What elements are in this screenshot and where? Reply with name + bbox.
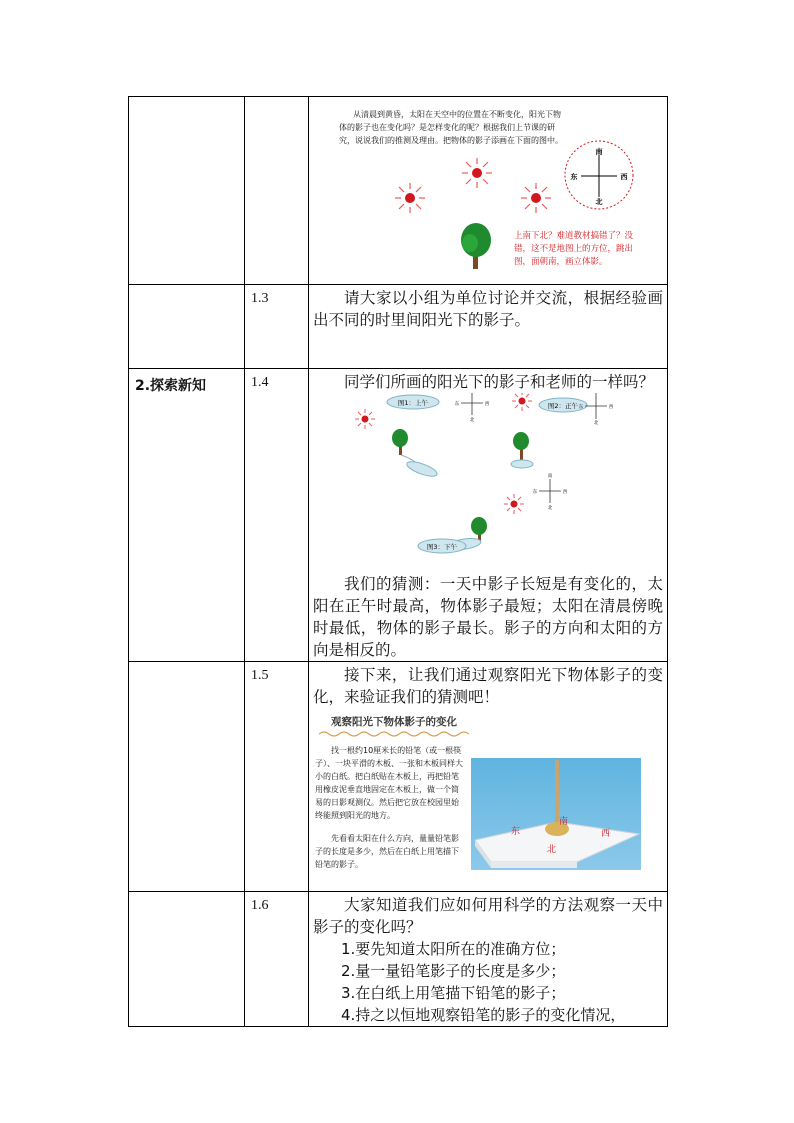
- table-row: [129, 892, 668, 1027]
- step-text: 请大家以小组为单位讨论并交流，根据经验画出不同的时里间阳光下的影子。: [313, 289, 663, 329]
- sundial-photo: [471, 758, 641, 870]
- svg-text:北: 北: [547, 506, 553, 511]
- svg-text:东: 东: [454, 402, 460, 407]
- svg-text:西: 西: [484, 402, 490, 407]
- table-row: [129, 662, 668, 892]
- dir-south: 南: [559, 817, 569, 827]
- content-cell: [309, 285, 668, 369]
- phase-cell: [129, 285, 245, 369]
- step-cell: 1.3: [245, 285, 309, 369]
- hypothesis-text: 我们的猜测：一天中影子长短是有变化的，太阳在正午时最高，物体影子最短；太阳在清晨傍晚时最低，物体的影子最长。影子的方向和太阳的方向是相反的。: [313, 575, 663, 659]
- experiment-figure: [309, 708, 667, 876]
- compass-e: 东: [570, 173, 578, 181]
- phase-cell: [129, 369, 245, 662]
- lesson-table: [128, 96, 668, 1027]
- sun-icon: [355, 409, 375, 429]
- content-cell: [309, 97, 668, 285]
- step-text: 同学们所画的阳光下的影子和老师的一样吗？: [344, 373, 655, 391]
- list-item: 4.持之以恒地观察铅笔的影子的变化情况，: [341, 1006, 626, 1024]
- content-cell: [309, 892, 668, 1027]
- dir-east: 东: [511, 827, 521, 837]
- sun-icon: [462, 158, 492, 188]
- step-cell: 1.6: [245, 892, 309, 1027]
- svg-text:东: 东: [532, 490, 538, 495]
- step-cell: 1.4: [245, 369, 309, 662]
- svg-text:西: 西: [562, 490, 568, 495]
- compass-icon: [579, 393, 614, 426]
- step-text: 接下来，让我们通过观察阳光下物体影子的变化，来验证我们的猜测吧！: [313, 666, 663, 706]
- figure-label-afternoon: 图3：下午: [426, 543, 458, 551]
- compass-icon: [533, 472, 568, 511]
- list-item: 1.要先知道太阳所在的准确方位；: [341, 940, 566, 958]
- table-row: [129, 97, 668, 285]
- shadow-diagram: [309, 393, 667, 571]
- table-row: [129, 369, 668, 662]
- list-item: 2.量一量铅笔影子的长度是多少；: [341, 962, 566, 980]
- dir-west: 西: [601, 829, 611, 839]
- content-cell: [309, 369, 668, 662]
- figure-intro-text: 从清晨到黄昏，太阳在天空中的位置在不断变化，阳光下物体的影子也在变化吗？是怎样变化的呢？根据我们上节课的研究，说说我们的推测及理由。把物体的影子添画在下面的图中。: [339, 110, 563, 145]
- tree-icon: [392, 429, 408, 455]
- shadow-shape: [511, 460, 533, 468]
- tree-icon: [513, 432, 529, 460]
- svg-text:东: 东: [578, 405, 584, 410]
- compass-n: 南: [595, 148, 603, 156]
- compass-w: 西: [620, 173, 628, 181]
- svg-text:北: 北: [469, 418, 475, 423]
- compass-s: 北: [595, 198, 603, 206]
- step-text: 大家知道我们应如何用科学的方法观察一天中影子的变化吗？: [313, 896, 663, 936]
- shadow-figure: [309, 393, 667, 571]
- phase-cell: [129, 892, 245, 1027]
- table-row: [129, 285, 668, 369]
- phase-label: 2.探索新知: [135, 378, 207, 394]
- shadow-shape: [405, 459, 438, 479]
- compass-icon: [455, 393, 490, 423]
- sun-icon: [521, 183, 551, 213]
- sun-icon: [395, 183, 425, 213]
- figure-label-noon: 图2：正午: [547, 402, 579, 410]
- svg-text:西: 西: [608, 405, 614, 410]
- content-cell: [309, 662, 668, 892]
- figure-label-morning: 图1：上午: [397, 399, 429, 407]
- dir-north: 北: [547, 845, 557, 855]
- step-cell: 1.5: [245, 662, 309, 892]
- sun-icon: [504, 494, 524, 514]
- list-item: 3.在白纸上用笔描下铅笔的影子；: [341, 984, 566, 1002]
- sun-position-figure: [309, 97, 667, 283]
- compass-icon: [565, 141, 633, 209]
- experiment-step: 先看看太阳在什么方向，量量铅笔影子的长度是多少，然后在白纸上用笔描下铅笔的影子。: [315, 834, 459, 869]
- experiment-intro: 找一根约10厘米长的铅笔（或一根筷子）、一块平滑的木板、一张和木板同样大小的白纸。把白纸贴在木板上，再把铅笔用橡皮泥垂直地固定在木板上，做一个简易的日影观测仪。然后把它放在校园里始终能照到阳光的地方。: [315, 746, 463, 820]
- phase-cell: [129, 97, 245, 285]
- sun-icon: [512, 393, 532, 411]
- step-cell: [245, 97, 309, 285]
- svg-text:南: 南: [547, 474, 553, 479]
- tree-icon: [461, 223, 491, 269]
- experiment-title: 观察阳光下物体影子的变化: [331, 716, 457, 728]
- phase-cell: [129, 662, 245, 892]
- wavy-underline: [319, 730, 469, 738]
- figure-note-text: 上南下北？难道教材搞错了？没错，这不是地图上的方位，跳出图，面朝南，画立体影。: [514, 231, 634, 267]
- svg-text:北: 北: [593, 421, 599, 426]
